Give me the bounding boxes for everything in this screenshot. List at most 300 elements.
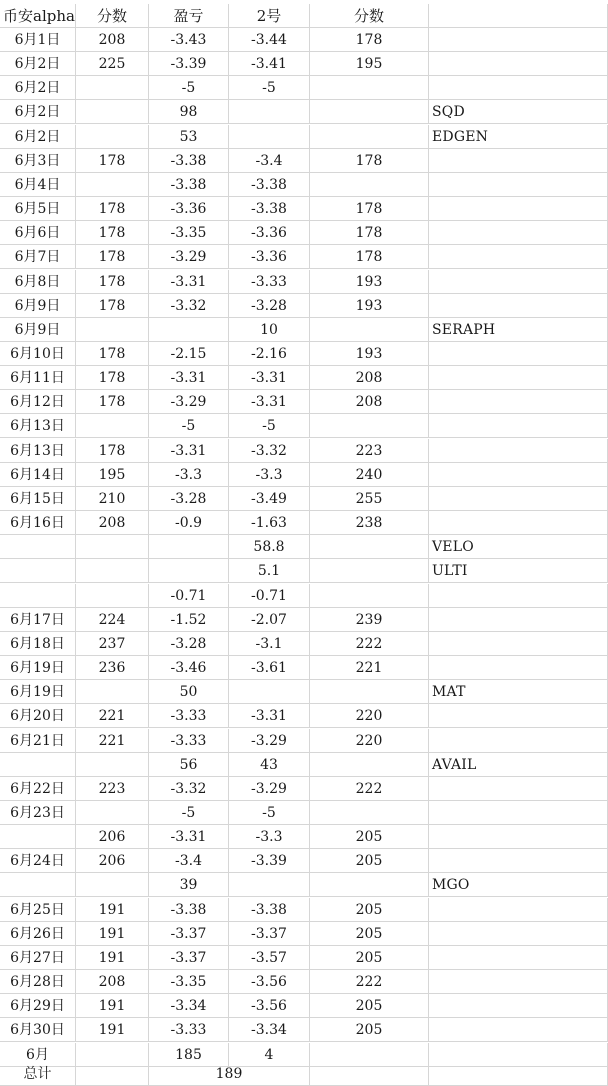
pnl-cell[interactable]: -3.38 (149, 898, 229, 922)
pnl-cell[interactable]: 56 (149, 753, 229, 777)
note-cell[interactable]: MAT (429, 680, 608, 704)
account-2-cell[interactable]: -3.56 (229, 970, 310, 994)
score-2-cell[interactable]: 193 (310, 342, 429, 366)
pnl-cell[interactable]: -3.39 (149, 52, 229, 76)
account-2-cell[interactable]: -3.36 (229, 221, 310, 245)
account-2-cell[interactable]: -3.38 (229, 197, 310, 221)
date-cell[interactable] (0, 535, 76, 559)
pnl-cell[interactable]: -3.31 (149, 439, 229, 463)
score-2-cell[interactable]: 193 (310, 294, 429, 318)
account-2-cell[interactable]: -3.29 (229, 777, 310, 801)
note-cell[interactable] (429, 294, 608, 318)
date-cell[interactable] (0, 559, 76, 583)
total-empty-cell[interactable] (429, 1062, 608, 1086)
score-cell[interactable]: 195 (76, 463, 149, 487)
pnl-cell[interactable]: -3.33 (149, 1018, 229, 1042)
note-cell[interactable] (429, 704, 608, 728)
date-cell[interactable]: 6月2日 (0, 100, 76, 124)
total-empty-cell[interactable] (310, 1062, 429, 1086)
date-cell[interactable]: 6月16日 (0, 511, 76, 535)
note-cell[interactable] (429, 825, 608, 849)
table-row (0, 825, 608, 849)
account-2-cell[interactable]: -3.56 (229, 994, 310, 1018)
score-2-cell[interactable] (310, 414, 429, 438)
pnl-cell[interactable]: 53 (149, 125, 229, 149)
score-2-cell[interactable]: 205 (310, 946, 429, 970)
date-cell[interactable]: 6月4日 (0, 173, 76, 197)
note-cell[interactable]: SQD (429, 100, 608, 124)
table-row (0, 801, 608, 825)
score-2-cell[interactable]: 178 (310, 197, 429, 221)
account-2-cell[interactable]: 43 (229, 753, 310, 777)
score-cell[interactable]: 223 (76, 777, 149, 801)
note-cell[interactable] (429, 28, 608, 52)
pnl-cell[interactable]: -3.29 (149, 390, 229, 414)
score-cell[interactable]: 236 (76, 656, 149, 680)
date-cell[interactable]: 6月 (0, 1043, 76, 1067)
score-2-cell[interactable] (310, 680, 429, 704)
account-2-cell[interactable]: -3.3 (229, 825, 310, 849)
account-2-cell[interactable]: -3.4 (229, 149, 310, 173)
account-2-cell[interactable]: -3.31 (229, 390, 310, 414)
pnl-cell[interactable]: -3.35 (149, 970, 229, 994)
note-cell[interactable] (429, 342, 608, 366)
note-cell[interactable] (429, 414, 608, 438)
score-2-cell[interactable]: 220 (310, 704, 429, 728)
table-row (0, 197, 608, 221)
pnl-cell[interactable]: -3.31 (149, 825, 229, 849)
score-2-cell[interactable]: 240 (310, 463, 429, 487)
date-cell[interactable]: 6月8日 (0, 270, 76, 294)
account-2-cell[interactable]: -1.63 (229, 511, 310, 535)
date-cell[interactable]: 6月29日 (0, 994, 76, 1018)
date-cell[interactable] (0, 825, 76, 849)
score-cell[interactable]: 178 (76, 221, 149, 245)
pnl-cell[interactable]: -3.28 (149, 487, 229, 511)
account-2-cell[interactable]: -3.34 (229, 1018, 310, 1042)
date-cell[interactable]: 6月11日 (0, 366, 76, 390)
pnl-cell[interactable]: -3.33 (149, 729, 229, 753)
note-cell[interactable]: ULTI (429, 559, 608, 583)
score-cell[interactable] (76, 535, 149, 559)
score-cell[interactable]: 178 (76, 439, 149, 463)
pnl-cell[interactable] (149, 535, 229, 559)
score-cell[interactable] (76, 680, 149, 704)
account-2-cell[interactable]: 4 (229, 1043, 310, 1067)
date-cell[interactable]: 6月27日 (0, 946, 76, 970)
table-row (0, 221, 608, 245)
note-cell[interactable]: VELO (429, 535, 608, 559)
date-cell[interactable]: 6月9日 (0, 294, 76, 318)
date-cell[interactable]: 6月18日 (0, 632, 76, 656)
table-row (0, 729, 608, 753)
header-row (0, 4, 608, 28)
note-cell[interactable] (429, 173, 608, 197)
score-2-cell[interactable]: 223 (310, 439, 429, 463)
pnl-cell[interactable] (149, 318, 229, 342)
score-2-cell[interactable]: 205 (310, 994, 429, 1018)
pnl-cell[interactable]: -3.29 (149, 245, 229, 269)
score-2-cell[interactable] (310, 559, 429, 583)
pnl-cell[interactable]: 39 (149, 873, 229, 897)
pnl-cell[interactable]: -0.9 (149, 511, 229, 535)
score-cell[interactable]: 237 (76, 632, 149, 656)
score-2-cell[interactable]: 222 (310, 970, 429, 994)
score-cell[interactable] (76, 801, 149, 825)
pnl-cell[interactable]: -3.46 (149, 656, 229, 680)
table-row (0, 173, 608, 197)
score-cell[interactable]: 191 (76, 946, 149, 970)
score-2-cell[interactable]: 238 (310, 511, 429, 535)
pnl-cell[interactable]: -3.4 (149, 849, 229, 873)
note-cell[interactable] (429, 729, 608, 753)
header-cell-score[interactable]: 分数 (76, 4, 149, 28)
score-2-cell[interactable]: 193 (310, 270, 429, 294)
score-cell[interactable]: 178 (76, 245, 149, 269)
note-cell[interactable]: SERAPH (429, 318, 608, 342)
account-2-cell[interactable] (229, 125, 310, 149)
date-cell[interactable]: 6月30日 (0, 1018, 76, 1042)
pnl-cell[interactable]: -5 (149, 76, 229, 100)
table-row (0, 511, 608, 535)
account-2-cell[interactable]: -3.61 (229, 656, 310, 680)
account-2-cell[interactable] (229, 680, 310, 704)
score-2-cell[interactable]: 205 (310, 1018, 429, 1042)
account-2-cell[interactable]: -3.44 (229, 28, 310, 52)
account-2-cell[interactable]: -5 (229, 414, 310, 438)
date-cell[interactable]: 6月19日 (0, 656, 76, 680)
date-cell[interactable]: 6月2日 (0, 52, 76, 76)
note-cell[interactable] (429, 801, 608, 825)
score-cell[interactable] (76, 414, 149, 438)
score-cell[interactable] (76, 584, 149, 608)
date-cell[interactable]: 6月22日 (0, 777, 76, 801)
note-cell[interactable] (429, 632, 608, 656)
note-cell[interactable] (429, 849, 608, 873)
date-cell[interactable]: 6月13日 (0, 439, 76, 463)
pnl-cell[interactable]: -3.38 (149, 173, 229, 197)
pnl-cell[interactable]: -3.3 (149, 463, 229, 487)
note-cell[interactable] (429, 439, 608, 463)
account-2-cell[interactable]: -3.32 (229, 439, 310, 463)
total-label[interactable]: 总计 (0, 1062, 76, 1086)
score-cell[interactable]: 210 (76, 487, 149, 511)
pnl-cell[interactable]: -3.31 (149, 366, 229, 390)
account-2-cell[interactable]: 10 (229, 318, 310, 342)
account-2-cell[interactable]: -3.57 (229, 946, 310, 970)
pnl-cell[interactable]: -3.32 (149, 294, 229, 318)
score-2-cell[interactable]: 178 (310, 28, 429, 52)
date-cell[interactable]: 6月25日 (0, 898, 76, 922)
account-2-cell[interactable]: -3.41 (229, 52, 310, 76)
note-cell[interactable] (429, 221, 608, 245)
table-row (0, 946, 608, 970)
account-2-cell[interactable] (229, 100, 310, 124)
score-cell[interactable]: 178 (76, 366, 149, 390)
header-cell-date[interactable]: 币安alpha (0, 4, 76, 28)
date-cell[interactable]: 6月7日 (0, 245, 76, 269)
score-cell[interactable] (76, 125, 149, 149)
score-cell[interactable]: 221 (76, 729, 149, 753)
date-cell[interactable]: 6月13日 (0, 414, 76, 438)
account-2-cell[interactable]: -3.37 (229, 922, 310, 946)
total-value[interactable]: 189 (149, 1062, 310, 1086)
score-cell[interactable]: 178 (76, 390, 149, 414)
date-cell[interactable]: 6月1日 (0, 28, 76, 52)
score-cell[interactable] (76, 100, 149, 124)
note-cell[interactable] (429, 994, 608, 1018)
date-cell[interactable]: 6月21日 (0, 729, 76, 753)
table-row (0, 28, 608, 52)
score-cell[interactable]: 178 (76, 149, 149, 173)
table-row (0, 849, 608, 873)
pnl-cell[interactable]: -3.33 (149, 704, 229, 728)
score-cell[interactable]: 191 (76, 994, 149, 1018)
pnl-cell[interactable]: -3.32 (149, 777, 229, 801)
score-cell[interactable]: 221 (76, 704, 149, 728)
score-2-cell[interactable]: 222 (310, 777, 429, 801)
score-2-cell[interactable] (310, 125, 429, 149)
date-cell[interactable]: 6月3日 (0, 149, 76, 173)
table-row (0, 535, 608, 559)
table-row (0, 76, 608, 100)
score-cell[interactable] (76, 753, 149, 777)
note-cell[interactable] (429, 463, 608, 487)
account-2-cell[interactable]: -3.31 (229, 704, 310, 728)
score-2-cell[interactable]: 208 (310, 390, 429, 414)
table-row (0, 1018, 608, 1042)
account-2-cell[interactable]: -3.36 (229, 245, 310, 269)
date-cell[interactable]: 6月14日 (0, 463, 76, 487)
date-cell[interactable] (0, 873, 76, 897)
note-cell[interactable] (429, 270, 608, 294)
score-2-cell[interactable]: 205 (310, 825, 429, 849)
pnl-cell[interactable]: -5 (149, 414, 229, 438)
account-2-cell[interactable]: -5 (229, 801, 310, 825)
pnl-cell[interactable]: -3.37 (149, 946, 229, 970)
score-cell[interactable]: 178 (76, 270, 149, 294)
date-cell[interactable]: 6月24日 (0, 849, 76, 873)
date-cell[interactable] (0, 753, 76, 777)
pnl-cell[interactable]: -2.15 (149, 342, 229, 366)
account-2-cell[interactable]: -3.49 (229, 487, 310, 511)
pnl-cell[interactable]: -3.28 (149, 632, 229, 656)
score-cell[interactable]: 206 (76, 849, 149, 873)
note-cell[interactable] (429, 656, 608, 680)
score-2-cell[interactable] (310, 318, 429, 342)
score-cell[interactable]: 224 (76, 608, 149, 632)
score-2-cell[interactable] (310, 584, 429, 608)
note-cell[interactable] (429, 584, 608, 608)
note-cell[interactable] (429, 608, 608, 632)
date-cell[interactable] (0, 584, 76, 608)
pnl-cell[interactable]: -3.36 (149, 197, 229, 221)
pnl-cell[interactable]: -0.71 (149, 584, 229, 608)
date-cell[interactable]: 6月12日 (0, 390, 76, 414)
note-cell[interactable] (429, 922, 608, 946)
note-cell[interactable] (429, 970, 608, 994)
account-2-cell[interactable]: -3.1 (229, 632, 310, 656)
score-2-cell[interactable]: 239 (310, 608, 429, 632)
account-2-cell[interactable]: -3.29 (229, 729, 310, 753)
score-2-cell[interactable]: 222 (310, 632, 429, 656)
table-row (0, 52, 608, 76)
score-cell[interactable]: 191 (76, 922, 149, 946)
pnl-cell[interactable]: -3.34 (149, 994, 229, 1018)
note-cell[interactable] (429, 946, 608, 970)
score-cell[interactable]: 206 (76, 825, 149, 849)
pnl-cell[interactable]: -5 (149, 801, 229, 825)
account-2-cell[interactable]: -3.3 (229, 463, 310, 487)
date-cell[interactable]: 6月20日 (0, 704, 76, 728)
table-row (0, 294, 608, 318)
score-cell[interactable]: 191 (76, 898, 149, 922)
note-cell[interactable] (429, 1018, 608, 1042)
score-2-cell[interactable]: 178 (310, 149, 429, 173)
account-2-cell[interactable]: -2.16 (229, 342, 310, 366)
note-cell[interactable]: AVAIL (429, 753, 608, 777)
table-row (0, 898, 608, 922)
pnl-cell[interactable]: -3.43 (149, 28, 229, 52)
score-cell[interactable]: 208 (76, 28, 149, 52)
note-cell[interactable] (429, 366, 608, 390)
date-cell[interactable]: 6月19日 (0, 680, 76, 704)
account-2-cell[interactable]: -3.39 (229, 849, 310, 873)
total-empty-cell[interactable] (76, 1062, 149, 1086)
score-cell[interactable] (76, 318, 149, 342)
table-row (0, 245, 608, 269)
table-row (0, 318, 608, 342)
score-2-cell[interactable] (310, 76, 429, 100)
score-cell[interactable] (76, 76, 149, 100)
score-2-cell[interactable]: 221 (310, 656, 429, 680)
score-2-cell[interactable]: 195 (310, 52, 429, 76)
note-cell[interactable] (429, 149, 608, 173)
score-cell[interactable] (76, 173, 149, 197)
pnl-cell[interactable] (149, 559, 229, 583)
pnl-cell[interactable]: 50 (149, 680, 229, 704)
account-2-cell[interactable]: -3.38 (229, 898, 310, 922)
score-2-cell[interactable]: 205 (310, 922, 429, 946)
table-row (0, 873, 608, 897)
note-cell[interactable] (429, 197, 608, 221)
account-2-cell[interactable]: -3.33 (229, 270, 310, 294)
score-2-cell[interactable] (310, 801, 429, 825)
header-cell-account-2[interactable]: 2号 (229, 4, 310, 28)
pnl-cell[interactable]: 185 (149, 1043, 229, 1067)
note-cell[interactable] (429, 511, 608, 535)
pnl-cell[interactable]: -3.38 (149, 149, 229, 173)
account-2-cell[interactable]: -5 (229, 76, 310, 100)
date-cell[interactable]: 6月26日 (0, 922, 76, 946)
score-2-cell[interactable] (310, 873, 429, 897)
score-2-cell[interactable]: 208 (310, 366, 429, 390)
table-row (0, 270, 608, 294)
table-row (0, 390, 608, 414)
score-cell[interactable] (76, 873, 149, 897)
table-row (0, 559, 608, 583)
note-cell[interactable] (429, 487, 608, 511)
note-cell[interactable] (429, 76, 608, 100)
score-cell[interactable] (76, 559, 149, 583)
date-cell[interactable]: 6月5日 (0, 197, 76, 221)
score-2-cell[interactable] (310, 100, 429, 124)
header-cell-note[interactable] (429, 4, 608, 28)
account-2-cell[interactable]: 5.1 (229, 559, 310, 583)
date-cell[interactable]: 6月2日 (0, 125, 76, 149)
date-cell[interactable]: 6月23日 (0, 801, 76, 825)
account-2-cell[interactable]: -3.38 (229, 173, 310, 197)
table-row (0, 439, 608, 463)
account-2-cell[interactable]: -0.71 (229, 584, 310, 608)
table-row (0, 608, 608, 632)
note-cell[interactable]: MGO (429, 873, 608, 897)
note-cell[interactable]: EDGEN (429, 125, 608, 149)
pnl-cell[interactable]: -3.35 (149, 221, 229, 245)
account-2-cell[interactable]: -3.31 (229, 366, 310, 390)
score-cell[interactable]: 178 (76, 294, 149, 318)
header-cell-pnl[interactable]: 盈亏 (149, 4, 229, 28)
account-2-cell[interactable] (229, 873, 310, 897)
score-cell[interactable]: 225 (76, 52, 149, 76)
date-cell[interactable]: 6月28日 (0, 970, 76, 994)
pnl-cell[interactable]: -3.37 (149, 922, 229, 946)
score-2-cell[interactable]: 205 (310, 849, 429, 873)
table-row (0, 970, 608, 994)
score-2-cell[interactable]: 178 (310, 245, 429, 269)
account-2-cell[interactable]: -3.28 (229, 294, 310, 318)
score-cell[interactable]: 208 (76, 970, 149, 994)
date-cell[interactable]: 6月6日 (0, 221, 76, 245)
score-2-cell[interactable]: 178 (310, 221, 429, 245)
score-cell[interactable]: 191 (76, 1018, 149, 1042)
score-2-cell[interactable]: 205 (310, 898, 429, 922)
table-row (0, 777, 608, 801)
header-cell-score-2[interactable]: 分数 (310, 4, 429, 28)
score-2-cell[interactable] (310, 173, 429, 197)
score-2-cell[interactable]: 255 (310, 487, 429, 511)
date-cell[interactable]: 6月10日 (0, 342, 76, 366)
note-cell[interactable] (429, 777, 608, 801)
table-row (0, 366, 608, 390)
score-cell[interactable]: 178 (76, 197, 149, 221)
score-2-cell[interactable] (310, 753, 429, 777)
table-row (0, 100, 608, 124)
score-cell[interactable]: 208 (76, 511, 149, 535)
table-row (0, 656, 608, 680)
note-cell[interactable] (429, 898, 608, 922)
table-row (0, 463, 608, 487)
pnl-cell[interactable]: -3.31 (149, 270, 229, 294)
table-row (0, 487, 608, 511)
pnl-cell[interactable]: -1.52 (149, 608, 229, 632)
date-cell[interactable]: 6月17日 (0, 608, 76, 632)
account-2-cell[interactable]: -2.07 (229, 608, 310, 632)
score-2-cell[interactable]: 220 (310, 729, 429, 753)
date-cell[interactable]: 6月9日 (0, 318, 76, 342)
account-2-cell[interactable]: 58.8 (229, 535, 310, 559)
score-cell[interactable]: 178 (76, 342, 149, 366)
score-2-cell[interactable] (310, 535, 429, 559)
pnl-cell[interactable]: 98 (149, 100, 229, 124)
date-cell[interactable]: 6月15日 (0, 487, 76, 511)
note-cell[interactable] (429, 52, 608, 76)
note-cell[interactable] (429, 245, 608, 269)
table-row (0, 584, 608, 608)
date-cell[interactable]: 6月2日 (0, 76, 76, 100)
table-row (0, 632, 608, 656)
note-cell[interactable] (429, 390, 608, 414)
